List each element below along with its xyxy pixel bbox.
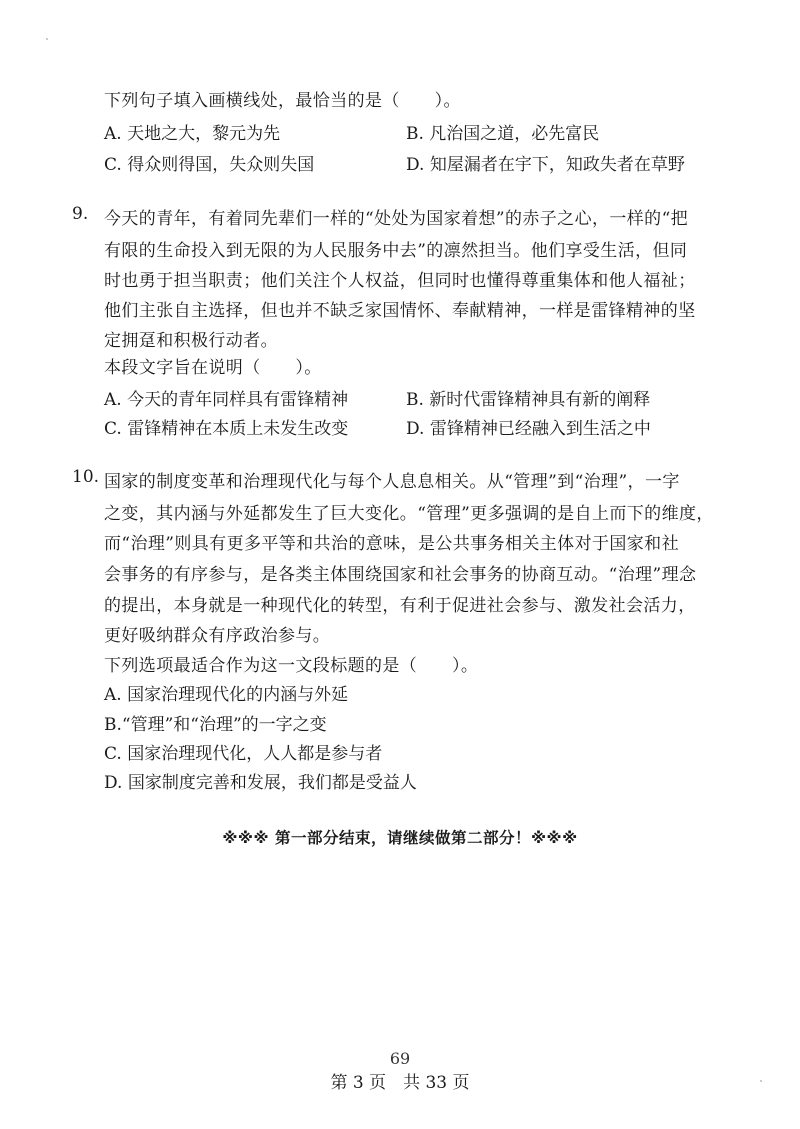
q10-option-b: B.“管理”和“治理”的一字之变 [104, 715, 327, 735]
q8-option-c: C. 得众则得国，失众则失国 [104, 155, 315, 175]
q10-passage-line: 之变，其内涵与外延都发生了巨大变化。“管理”更多强调的是自上而下的维度， [104, 504, 714, 524]
q9-option-b: B. 新时代雷锋精神具有新的阐释 [406, 390, 651, 410]
q10-passage-line: 国家的制度变革和治理现代化与每个人息息相关。从“管理”到“治理”，一字 [104, 472, 680, 492]
q9-passage-line: 他们主张自主选择，但也并不缺乏家国情怀、奉献精神，一样是雷锋精神的坚 [104, 301, 696, 321]
page-footer: 第 3 页 共 33 页 [330, 1073, 470, 1093]
q9-passage-line: 时也勇于担当职责；他们关注个人权益，但同时也懂得尊重集体和他人福祉； [104, 271, 696, 291]
q10-option-d: D. 国家制度完善和发展，我们都是受益人 [104, 773, 417, 793]
q8-option-d: D. 知屋漏者在宇下，知政失者在草野 [406, 155, 685, 175]
q10-option-c: C. 国家治理现代化，人人都是参与者 [104, 744, 383, 764]
q9-option-a: A. 今天的青年同样具有雷锋精神 [104, 390, 349, 410]
q10-number: 10. [72, 467, 100, 487]
q10-passage-line: 而“治理”则具有更多平等和共治的意味，是公共事务相关主体对于国家和社 [104, 534, 679, 554]
q10-stem: 下列选项最适合作为这一文段标题的是（ ）。 [104, 656, 479, 676]
scan-speck [46, 38, 48, 40]
q8-stem: 下列句子填入画横线处，最恰当的是（ ）。 [104, 91, 461, 111]
q10-passage-line: 更好吸纳群众有序政治参与。 [104, 626, 331, 646]
section-end-note: ※※※ 第一部分结束，请继续做第二部分！※※※ [222, 829, 578, 847]
q9-passage-line: 有限的生命投入到无限的为人民服务中去”的凛然担当。他们享受生活，但同 [104, 241, 688, 261]
page-sequence-number: 69 [389, 1049, 411, 1068]
q9-option-c: C. 雷锋精神在本质上未发生改变 [104, 419, 349, 439]
q9-option-d: D. 雷锋精神已经融入到生活之中 [406, 419, 651, 439]
q9-stem: 本段文字旨在说明（ ）。 [104, 358, 322, 378]
q10-passage-line: 会事务的有序参与，是各类主体围绕国家和社会事务的协商互动。“治理”理念 [104, 565, 697, 585]
q10-passage-line: 的提出，本身就是一种现代化的转型，有利于促进社会参与、激发社会活力， [104, 596, 696, 616]
q9-passage-line: 今天的青年，有着同先辈们一样的“处处为国家着想”的赤子之心，一样的“把 [104, 209, 689, 229]
q8-option-a: A. 天地之大，黎元为先 [104, 124, 281, 144]
q10-option-a: A. 国家治理现代化的内涵与外延 [104, 685, 349, 705]
q9-number: 9. [72, 204, 89, 224]
scan-speck [760, 1080, 762, 1082]
q8-option-b: B. 凡治国之道，必先富民 [406, 124, 600, 144]
q9-passage-line: 定拥趸和积极行动者。 [104, 331, 278, 351]
